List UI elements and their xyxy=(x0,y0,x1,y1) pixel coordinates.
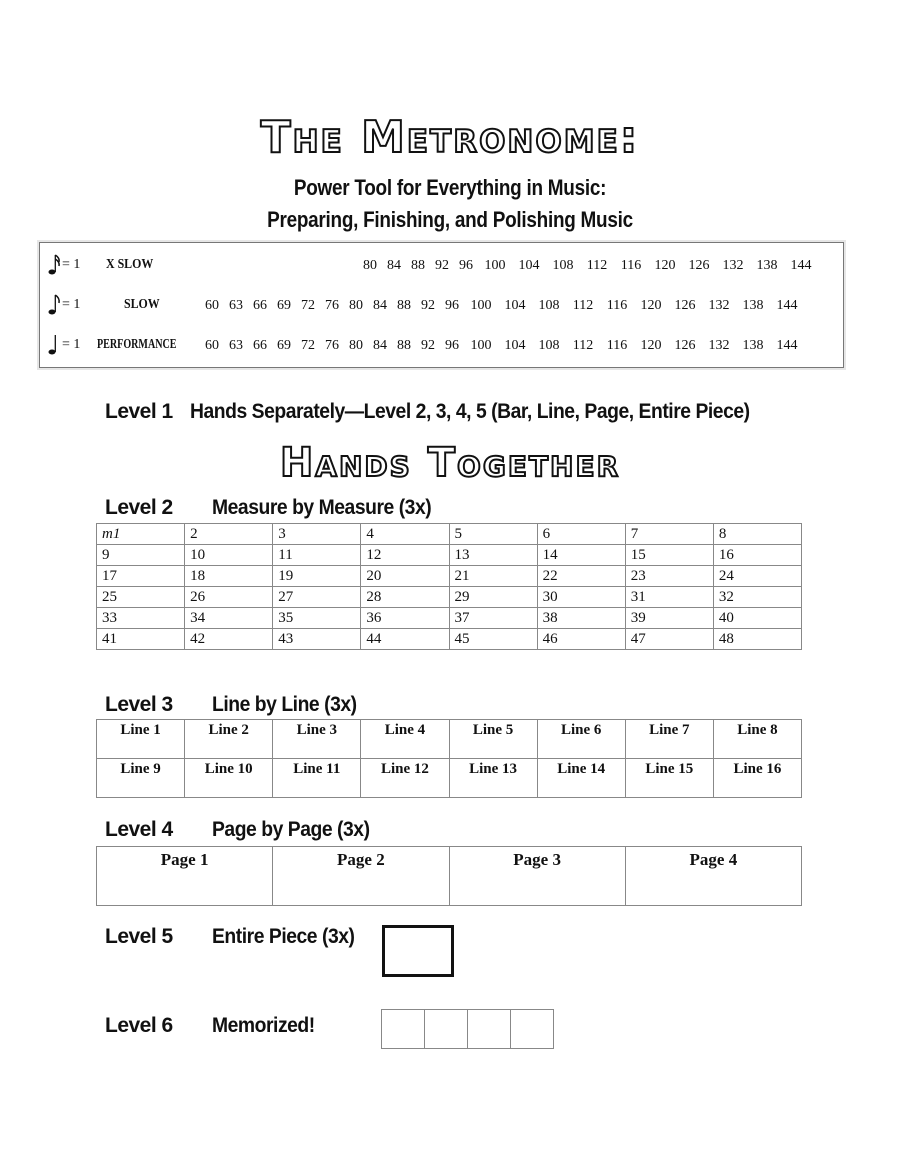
measure-cell: 35 xyxy=(273,608,361,629)
tempo-value: 126 xyxy=(674,338,696,353)
line-row xyxy=(97,759,802,798)
memorized-checkbox[interactable] xyxy=(511,1010,554,1049)
tempo-value: 138 xyxy=(756,258,778,273)
tempo-value: 60 xyxy=(205,338,219,353)
level-1-description: Hands Separately—Level 2, 3, 4, 5 (Bar, Line, Page, Entire Piece) xyxy=(190,400,750,423)
line-cell: Line 14 xyxy=(537,759,625,798)
line-cell: Line 11 xyxy=(273,759,361,798)
tempo-value: 116 xyxy=(620,258,642,273)
tempo-value: 72 xyxy=(301,298,315,313)
measure-cell: 22 xyxy=(537,566,625,587)
tempo-value: 116 xyxy=(606,298,628,313)
measure-cell: 12 xyxy=(361,545,449,566)
measure-cell: 23 xyxy=(625,566,713,587)
level-4-description: Page by Page (3x) xyxy=(212,818,370,841)
measure-cell: 31 xyxy=(625,587,713,608)
tempo-value: 76 xyxy=(325,298,339,313)
measure-cell: 8 xyxy=(713,524,801,545)
measure-cell: 27 xyxy=(273,587,361,608)
measure-cell: 13 xyxy=(449,545,537,566)
level-3-label: Level 3 xyxy=(105,693,173,716)
measure-cell: m1 xyxy=(97,524,185,545)
tempo-table xyxy=(39,242,844,368)
tempo-value: 88 xyxy=(397,338,411,353)
measure-cell: 41 xyxy=(97,629,185,650)
tempo-value: 96 xyxy=(445,338,459,353)
tempo-value: 92 xyxy=(435,258,449,273)
tempo-value: 92 xyxy=(421,298,435,313)
level-5-description: Entire Piece (3x) xyxy=(212,925,355,948)
line-cell: Line 7 xyxy=(625,720,713,759)
tempo-value: 84 xyxy=(373,338,387,353)
level-6-label: Level 6 xyxy=(105,1014,173,1037)
tempo-value: 88 xyxy=(397,298,411,313)
tempo-label: PERFORMANCE xyxy=(97,337,177,352)
tempo-value: 63 xyxy=(229,338,243,353)
tempo-value: 108 xyxy=(538,298,560,313)
measure-cell: 5 xyxy=(449,524,537,545)
measure-cell: 14 xyxy=(537,545,625,566)
tempo-values xyxy=(358,258,818,274)
tempo-value: 132 xyxy=(708,338,730,353)
measure-cell: 43 xyxy=(273,629,361,650)
measure-cell: 25 xyxy=(97,587,185,608)
tempo-label: SLOW xyxy=(124,297,160,312)
tempo-value: 132 xyxy=(708,298,730,313)
tempo-value: 132 xyxy=(722,258,744,273)
line-cell: Line 6 xyxy=(537,720,625,759)
tempo-value: 120 xyxy=(640,338,662,353)
subtitle-line-2: Preparing, Finishing, and Polishing Music xyxy=(267,207,633,232)
line-cell: Line 3 xyxy=(273,720,361,759)
measure-cell: 30 xyxy=(537,587,625,608)
measure-row xyxy=(97,566,802,587)
tempo-value: 112 xyxy=(586,258,608,273)
measure-cell: 18 xyxy=(185,566,273,587)
equals-one: = 1 xyxy=(62,257,81,272)
tempo-value: 84 xyxy=(373,298,387,313)
tempo-value: 96 xyxy=(445,298,459,313)
memorized-checkbox[interactable] xyxy=(382,1010,425,1049)
tempo-row-slow xyxy=(48,291,838,319)
measure-cell: 17 xyxy=(97,566,185,587)
measure-cell: 15 xyxy=(625,545,713,566)
line-cell: Line 12 xyxy=(361,759,449,798)
tempo-values xyxy=(200,298,804,314)
tempo-value: 72 xyxy=(301,338,315,353)
line-table xyxy=(96,719,802,798)
measure-table xyxy=(96,523,802,650)
measure-cell: 46 xyxy=(537,629,625,650)
measure-cell: 33 xyxy=(97,608,185,629)
tempo-value: 84 xyxy=(387,258,401,273)
measure-row xyxy=(97,629,802,650)
measure-cell: 2 xyxy=(185,524,273,545)
tempo-value: 100 xyxy=(470,298,492,313)
measure-cell: 40 xyxy=(713,608,801,629)
page-cell: Page 4 xyxy=(625,847,801,906)
measure-cell: 34 xyxy=(185,608,273,629)
subtitle-line-1: Power Tool for Everything in Music: xyxy=(293,175,607,200)
tempo-value: 80 xyxy=(349,338,363,353)
line-cell: Line 5 xyxy=(449,720,537,759)
memorized-checkbox[interactable] xyxy=(468,1010,511,1049)
measure-cell: 11 xyxy=(273,545,361,566)
equals-one: = 1 xyxy=(62,297,81,312)
equals-one: = 1 xyxy=(62,337,81,352)
memorized-checkbox[interactable] xyxy=(425,1010,468,1049)
level-1-label: Level 1 xyxy=(105,400,173,423)
measure-row xyxy=(97,587,802,608)
level-3-description: Line by Line (3x) xyxy=(212,693,357,716)
tempo-value: 144 xyxy=(776,338,798,353)
line-cell: Line 13 xyxy=(449,759,537,798)
tempo-value: 138 xyxy=(742,338,764,353)
memorized-boxes xyxy=(381,1009,554,1049)
quarter-note-icon xyxy=(48,331,62,357)
line-row xyxy=(97,720,802,759)
level-4-label: Level 4 xyxy=(105,818,173,841)
tempo-value: 126 xyxy=(688,258,710,273)
tempo-value: 100 xyxy=(484,258,506,273)
line-cell: Line 9 xyxy=(97,759,185,798)
tempo-value: 120 xyxy=(654,258,676,273)
measure-row xyxy=(97,608,802,629)
tempo-value: 104 xyxy=(518,258,540,273)
measure-cell: 24 xyxy=(713,566,801,587)
measure-cell: 38 xyxy=(537,608,625,629)
measure-cell: 29 xyxy=(449,587,537,608)
measure-cell: 32 xyxy=(713,587,801,608)
tempo-value: 104 xyxy=(504,298,526,313)
tempo-value: 66 xyxy=(253,298,267,313)
level-2-description: Measure by Measure (3x) xyxy=(212,496,432,519)
page-table xyxy=(96,846,802,906)
page-cell: Page 1 xyxy=(97,847,273,906)
tempo-value: 92 xyxy=(421,338,435,353)
tempo-value: 112 xyxy=(572,298,594,313)
eighth-note-icon xyxy=(48,291,62,317)
measure-cell: 4 xyxy=(361,524,449,545)
hands-together-heading: Hands Together xyxy=(279,440,621,486)
tempo-value: 96 xyxy=(459,258,473,273)
measure-cell: 10 xyxy=(185,545,273,566)
tempo-value: 144 xyxy=(776,298,798,313)
line-cell: Line 8 xyxy=(713,720,801,759)
line-cell: Line 1 xyxy=(97,720,185,759)
tempo-value: 69 xyxy=(277,298,291,313)
measure-cell: 28 xyxy=(361,587,449,608)
line-cell: Line 10 xyxy=(185,759,273,798)
line-cell: Line 4 xyxy=(361,720,449,759)
sixteenth-note-icon xyxy=(48,251,62,277)
measure-cell: 48 xyxy=(713,629,801,650)
measure-cell: 47 xyxy=(625,629,713,650)
level-5-label: Level 5 xyxy=(105,925,173,948)
page-cell: Page 3 xyxy=(449,847,625,906)
line-cell: Line 2 xyxy=(185,720,273,759)
level-6-description: Memorized! xyxy=(212,1014,315,1037)
tempo-value: 116 xyxy=(606,338,628,353)
measure-cell: 42 xyxy=(185,629,273,650)
measure-cell: 16 xyxy=(713,545,801,566)
measure-row xyxy=(97,524,802,545)
tempo-value: 108 xyxy=(538,338,560,353)
measure-cell: 7 xyxy=(625,524,713,545)
tempo-value: 126 xyxy=(674,298,696,313)
measure-cell: 3 xyxy=(273,524,361,545)
line-cell: Line 16 xyxy=(713,759,801,798)
tempo-value: 80 xyxy=(349,298,363,313)
level-2-label: Level 2 xyxy=(105,496,173,519)
page-title: The Metronome: xyxy=(260,112,640,163)
entire-piece-checkbox[interactable] xyxy=(382,925,454,977)
tempo-value: 69 xyxy=(277,338,291,353)
measure-cell: 45 xyxy=(449,629,537,650)
tempo-values xyxy=(200,338,804,354)
tempo-value: 138 xyxy=(742,298,764,313)
tempo-value: 100 xyxy=(470,338,492,353)
tempo-row-performance xyxy=(48,331,838,359)
measure-row xyxy=(97,545,802,566)
measure-cell: 44 xyxy=(361,629,449,650)
tempo-value: 144 xyxy=(790,258,812,273)
line-cell: Line 15 xyxy=(625,759,713,798)
tempo-value: 60 xyxy=(205,298,219,313)
tempo-value: 63 xyxy=(229,298,243,313)
tempo-value: 66 xyxy=(253,338,267,353)
measure-cell: 37 xyxy=(449,608,537,629)
page-row xyxy=(97,847,802,906)
tempo-value: 120 xyxy=(640,298,662,313)
tempo-value: 112 xyxy=(572,338,594,353)
measure-cell: 19 xyxy=(273,566,361,587)
page-cell: Page 2 xyxy=(273,847,449,906)
tempo-value: 76 xyxy=(325,338,339,353)
tempo-value: 108 xyxy=(552,258,574,273)
tempo-row-x-slow xyxy=(48,251,838,279)
measure-cell: 6 xyxy=(537,524,625,545)
measure-cell: 20 xyxy=(361,566,449,587)
measure-cell: 39 xyxy=(625,608,713,629)
tempo-value: 104 xyxy=(504,338,526,353)
measure-cell: 21 xyxy=(449,566,537,587)
tempo-label: X SLOW xyxy=(106,257,154,272)
tempo-value: 88 xyxy=(411,258,425,273)
measure-cell: 9 xyxy=(97,545,185,566)
measure-cell: 26 xyxy=(185,587,273,608)
tempo-value: 80 xyxy=(363,258,377,273)
measure-cell: 36 xyxy=(361,608,449,629)
